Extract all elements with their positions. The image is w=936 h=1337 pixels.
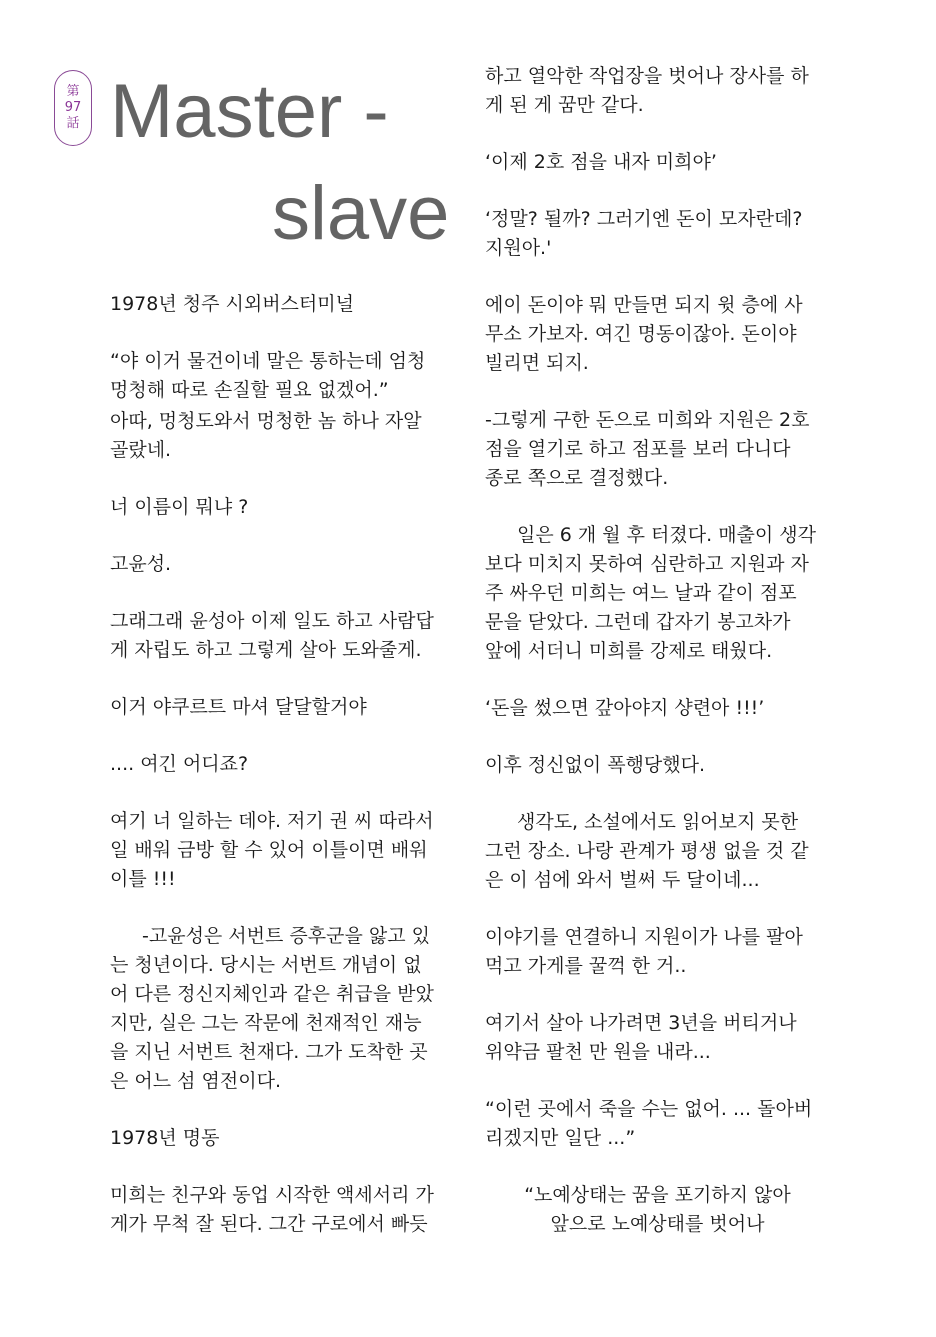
paragraph: ‘이제 2호 점을 내자 미희야’	[485, 151, 717, 173]
paragraph: 이거 야쿠르트 마셔 달달할거야	[110, 696, 367, 718]
paragraph: 생각도, 소설에서도 읽어보지 못한 그런 장소. 나랑 관계가 평생 없을 것 같 은 이 섬에 와서 벌써 두 달이네...	[485, 811, 809, 891]
paragraph: .... 여긴 어디죠?	[110, 753, 249, 775]
paragraph: 너 이름이 뭐냐 ?	[110, 496, 249, 518]
paragraph: 미희는 친구와 동업 시작한 액세서리 가 게가 무척 잘 된다. 그간 구로에서 빠듯	[110, 1184, 434, 1235]
paragraph: -고윤성은 서번트 증후군을 앓고 있 는 청년이다. 당시는 서번트 개념이 없 어 다른 정신지체인과 같은 취급을 받았 지만, 실은 그는 작문에 천재적인 재능 을 지닌 서번트 천재다. 그가 도착한 곳 은 어느 섬 염전이다.	[110, 925, 434, 1092]
paragraph: 아따, 멍청도와서 멍청한 놈 하나 자알 골랐네.	[110, 410, 422, 461]
paragraph: 여기 너 일하는 데야. 저기 권 씨 따라서 일 배워 금방 할 수 있어 이틀이면 배워 이틀 !!!	[110, 810, 434, 890]
paragraph: 여기서 살아 나가려면 3년을 버티거나 위약금 팔천 만 원을 내라...	[485, 1012, 797, 1063]
paragraph: -그렇게 구한 돈으로 미희와 지원은 2호 점을 열기로 하고 점포를 보러 다니다 종로 쪽으로 결정했다.	[485, 409, 810, 489]
episode-badge-char-2: 話	[66, 116, 80, 131]
paragraph: “이런 곳에서 죽을 수는 없어. ... 돌아버 리겠지만 일단 ...”	[485, 1098, 813, 1149]
paragraph: 고윤성.	[110, 553, 172, 575]
paragraph: 이후 정신없이 폭행당했다.	[485, 754, 706, 776]
right-column	[485, 62, 830, 1267]
title-line-2: slave	[272, 171, 450, 256]
paragraph: 1978년 명동	[110, 1127, 220, 1149]
episode-badge-number: 97	[64, 100, 82, 115]
paragraph: 1978년 청주 시외버스터미널	[110, 293, 354, 315]
paragraph: “야 이거 물건이네 말은 통하는데 엄청 멍청해 따로 손질할 필요 없겠어.”	[110, 350, 426, 401]
paragraph: 이야기를 연결하니 지원이가 나를 팔아 먹고 가게를 꿀꺽 한 거..	[485, 926, 803, 977]
paragraph: 하고 열악한 작업장을 벗어나 장사를 하 게 된 게 꿈만 같다.	[485, 65, 809, 116]
episode-badge-char-1: 第	[66, 84, 80, 99]
paragraph: 에이 돈이야 뭐 만들면 되지 윗 층에 사 무소 가보자. 여긴 명동이잖아. 돈이야 빌리면 되지.	[485, 294, 803, 374]
episode-badge	[54, 70, 92, 146]
paragraph: ‘정말? 될까? 그러기엔 돈이 모자란데? 지원아.'	[485, 208, 803, 259]
paragraph: ‘돈을 썼으면 갚아야지 샹련아 !!!’	[485, 697, 765, 719]
paragraph: 그래그래 윤성아 이제 일도 하고 사람답 게 자립도 하고 그렇게 살아 도와줄게.	[110, 610, 434, 661]
left-column	[110, 290, 455, 1267]
closing-quote: “노예상태는 꿈을 포기하지 않아 앞으로 노예상태를 벗어나	[524, 1184, 791, 1235]
paragraph: 일은 6 개 월 후 터졌다. 매출이 생각 보다 미치지 못하여 심란하고 지원과 자 주 싸우던 미희는 여느 날과 같이 점포 문을 닫았다. 그런데 갑자기 봉고차가 앞에 서더니 미희를 강제로 태웠다.	[485, 524, 817, 662]
title-line-1: Master -	[110, 69, 389, 154]
